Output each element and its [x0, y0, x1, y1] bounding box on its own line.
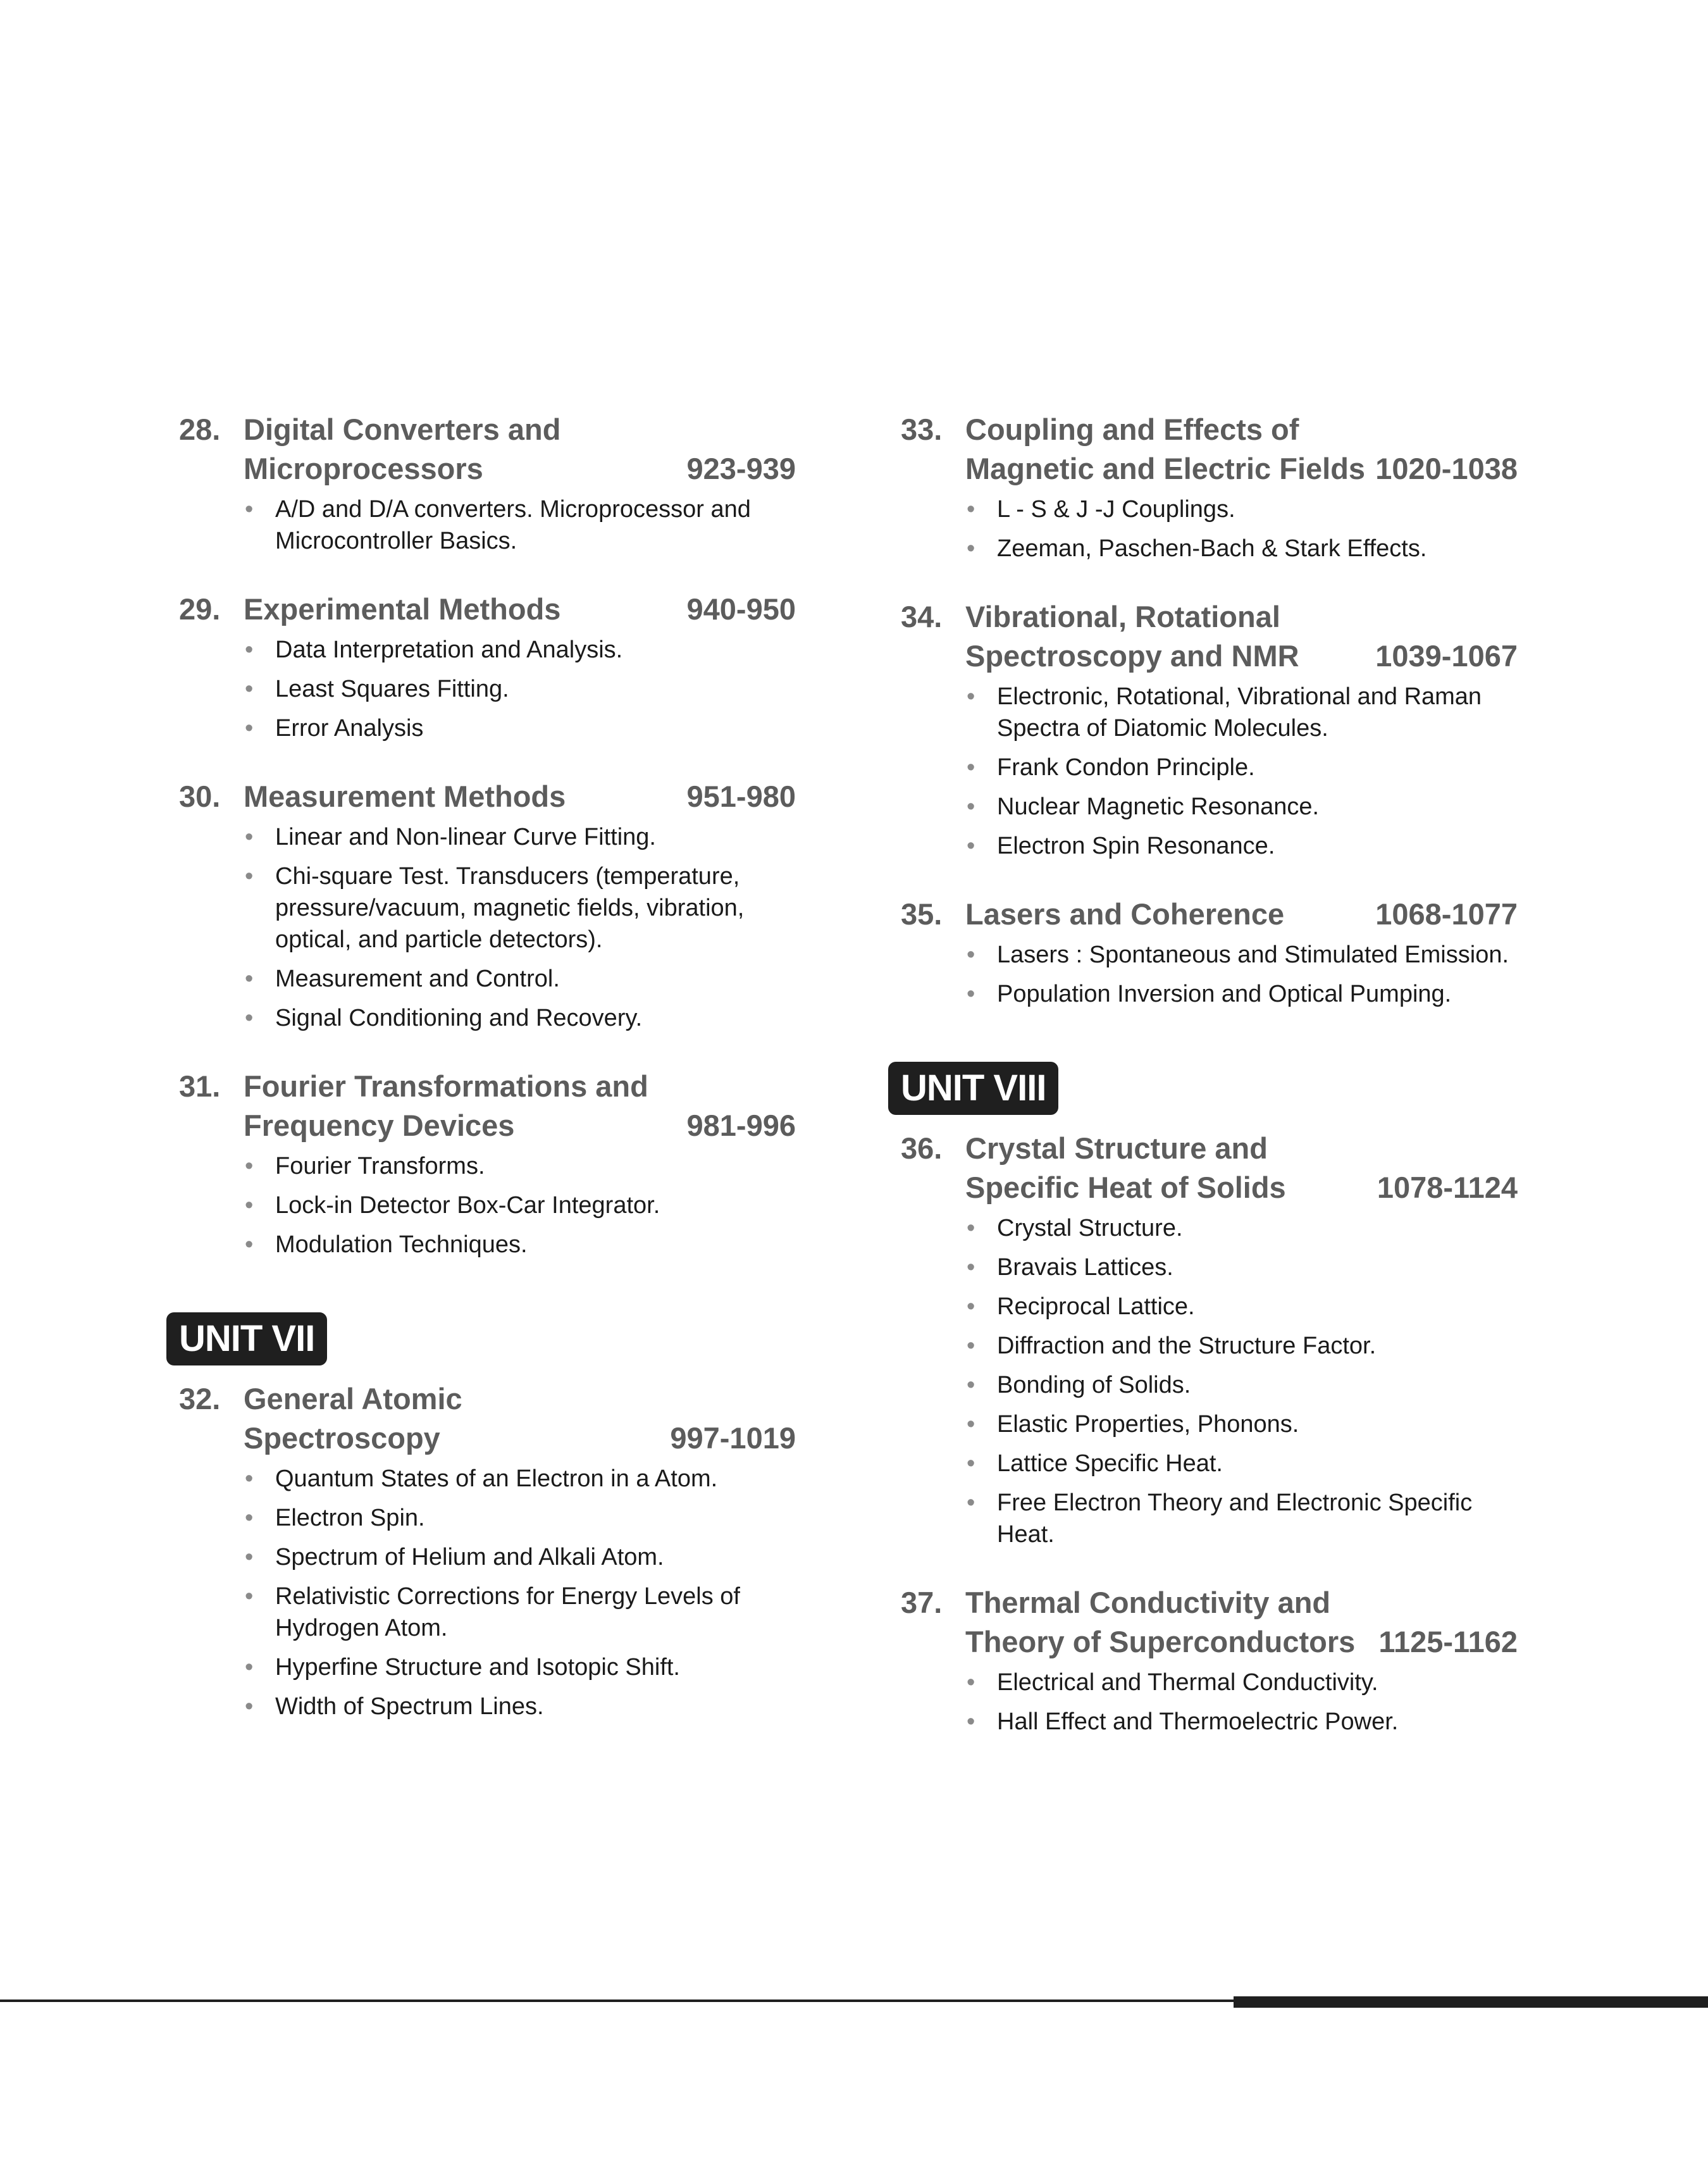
footer-rule	[0, 2000, 1234, 2002]
topic-item	[965, 752, 1518, 783]
chapter-entry	[179, 777, 796, 1034]
chapter-heading	[179, 1067, 796, 1145]
topic-item	[244, 494, 796, 557]
topic-text: Electronic, Rotational, Vibrational and Raman Spectra of Diatomic Molecules.	[997, 683, 1482, 742]
topic-item	[965, 1487, 1518, 1550]
chapter-title: Vibrational, Rotational Spectroscopy and NMR	[965, 600, 1299, 673]
chapter-heading	[179, 410, 796, 488]
topic-item	[244, 1651, 796, 1683]
topic-item	[244, 963, 796, 995]
topic-text: Lock-in Detector Box-Car Integrator.	[275, 1192, 660, 1219]
topic-text: Quantum States of an Electron in a Atom.	[275, 1465, 718, 1492]
chapter-entry	[179, 1379, 796, 1722]
topic-text: Measurement and Control.	[275, 966, 560, 992]
chapter-entry	[179, 590, 796, 744]
chapter-number: 29.	[179, 592, 221, 626]
topic-item	[965, 1409, 1518, 1440]
topic-text: Spectrum of Helium and Alkali Atom.	[275, 1544, 664, 1570]
bullet-icon: •	[967, 1372, 975, 1398]
topic-text: Least Squares Fitting.	[275, 676, 509, 702]
bullet-icon: •	[967, 496, 975, 523]
topic-item	[244, 1229, 796, 1260]
bullet-icon: •	[245, 1153, 254, 1179]
chapter-heading	[901, 1129, 1518, 1207]
bullet-icon: •	[967, 833, 975, 859]
topic-text: Lasers : Spontaneous and Stimulated Emission.	[997, 942, 1509, 968]
chapter-heading	[901, 1583, 1518, 1662]
topic-item	[965, 494, 1518, 525]
left-column	[179, 410, 796, 1755]
bullet-icon: •	[245, 496, 254, 523]
topic-item	[244, 1691, 796, 1722]
chapter-title: Crystal Structure and Specific Heat of Solids	[965, 1131, 1286, 1204]
topic-list	[179, 1150, 796, 1260]
topic-list	[901, 939, 1518, 1010]
chapter-title: Measurement Methods	[244, 780, 566, 813]
chapter-pages: 951-980	[686, 780, 796, 813]
topic-text: Electron Spin Resonance.	[997, 833, 1275, 859]
topic-text: Chi-square Test. Transducers (temperature, pressure/vacuum, magnetic fields, vibration, optical, and particle detectors).	[275, 863, 745, 953]
topic-list	[901, 494, 1518, 564]
topic-list	[179, 494, 796, 557]
bullet-icon: •	[245, 637, 254, 663]
chapter-entry	[901, 895, 1518, 1010]
chapter-title: Thermal Conductivity and Theory of Superconductors	[965, 1586, 1356, 1658]
topic-item	[244, 1463, 796, 1495]
bullet-icon: •	[245, 1544, 254, 1570]
bullet-icon: •	[245, 966, 254, 992]
chapter-heading	[179, 590, 796, 629]
bullet-icon: •	[967, 1215, 975, 1241]
chapter-pages: 940-950	[686, 592, 796, 626]
chapter-number: 28.	[179, 413, 221, 446]
topic-item	[965, 1212, 1518, 1244]
topic-text: Electron Spin.	[275, 1505, 425, 1531]
bullet-icon: •	[967, 981, 975, 1007]
topic-text: Error Analysis	[275, 715, 424, 742]
bullet-icon: •	[245, 676, 254, 702]
topic-item	[244, 712, 796, 744]
unit-badge: UNIT VII	[166, 1312, 327, 1365]
chapter-number: 37.	[901, 1586, 943, 1619]
chapter-heading	[901, 895, 1518, 934]
topic-item	[965, 1667, 1518, 1698]
chapter-entry	[901, 597, 1518, 862]
topic-item	[965, 1252, 1518, 1283]
chapter-number: 31.	[179, 1069, 221, 1103]
bullet-icon: •	[967, 1293, 975, 1320]
chapter-entry	[179, 410, 796, 557]
topic-text: Nuclear Magnetic Resonance.	[997, 793, 1320, 820]
topic-item	[244, 1002, 796, 1034]
chapter-entry	[901, 1129, 1518, 1550]
chapter-pages: 1078-1124	[1377, 1171, 1518, 1204]
bullet-icon: •	[245, 1583, 254, 1610]
topic-text: Reciprocal Lattice.	[997, 1293, 1195, 1320]
chapter-number: 34.	[901, 600, 943, 633]
bullet-icon: •	[245, 1693, 254, 1720]
topic-list	[901, 1667, 1518, 1738]
bullet-icon: •	[245, 1654, 254, 1681]
chapter-number: 36.	[901, 1131, 943, 1165]
chapter-number: 30.	[179, 780, 221, 813]
chapter-title: Digital Converters and Microprocessors	[244, 413, 561, 485]
topic-item	[965, 533, 1518, 564]
bullet-icon: •	[245, 1505, 254, 1531]
chapter-number: 35.	[901, 897, 943, 931]
topic-text: Zeeman, Paschen-Bach & Stark Effects.	[997, 535, 1427, 562]
topic-text: Hall Effect and Thermoelectric Power.	[997, 1708, 1399, 1735]
chapter-pages: 981-996	[686, 1109, 796, 1142]
chapter-heading	[901, 410, 1518, 488]
topic-text: Crystal Structure.	[997, 1215, 1183, 1241]
chapter-entry	[179, 1067, 796, 1260]
topic-list	[179, 634, 796, 744]
topic-item	[244, 634, 796, 666]
bullet-icon: •	[967, 1450, 975, 1477]
topic-item	[244, 861, 796, 955]
topic-item	[965, 1330, 1518, 1362]
chapter-pages: 1068-1077	[1375, 897, 1518, 931]
bullet-icon: •	[245, 1192, 254, 1219]
topic-item	[244, 1581, 796, 1644]
topic-item	[965, 791, 1518, 823]
topic-text: Electrical and Thermal Conductivity.	[997, 1669, 1378, 1696]
topic-text: Hyperfine Structure and Isotopic Shift.	[275, 1654, 680, 1681]
bullet-icon: •	[967, 793, 975, 820]
chapter-pages: 923-939	[686, 452, 796, 485]
footer-bar	[1234, 1996, 1708, 2008]
chapter-pages: 1039-1067	[1375, 639, 1518, 673]
bullet-icon: •	[967, 1708, 975, 1735]
topic-text: A/D and D/A converters. Microprocessor and Microcontroller Basics.	[275, 496, 751, 554]
topic-text: L - S & J -J Couplings.	[997, 496, 1235, 523]
bullet-icon: •	[245, 1465, 254, 1492]
topic-text: Width of Spectrum Lines.	[275, 1693, 544, 1720]
topic-text: Population Inversion and Optical Pumping.	[997, 981, 1452, 1007]
topic-item	[244, 821, 796, 853]
topic-text: Bonding of Solids.	[997, 1372, 1191, 1398]
topic-text: Elastic Properties, Phonons.	[997, 1411, 1299, 1438]
chapter-title: Fourier Transformations and Frequency Devices	[244, 1069, 648, 1142]
topic-item	[965, 939, 1518, 971]
bullet-icon: •	[967, 1411, 975, 1438]
chapter-heading	[179, 1379, 796, 1458]
topic-item	[965, 1369, 1518, 1401]
right-column	[901, 410, 1518, 1770]
bullet-icon: •	[967, 683, 975, 710]
topic-list	[179, 1463, 796, 1722]
bullet-icon: •	[967, 942, 975, 968]
topic-text: Bravais Lattices.	[997, 1254, 1173, 1281]
topic-list	[901, 1212, 1518, 1550]
chapter-title: Experimental Methods	[244, 592, 561, 626]
topic-item	[244, 673, 796, 705]
topic-text: Diffraction and the Structure Factor.	[997, 1333, 1377, 1359]
chapter-pages: 1020-1038	[1375, 452, 1518, 485]
topic-item	[965, 830, 1518, 862]
topic-item	[965, 681, 1518, 744]
topic-text: Fourier Transforms.	[275, 1153, 485, 1179]
chapter-number: 32.	[179, 1382, 221, 1415]
bullet-icon: •	[967, 1669, 975, 1696]
topic-text: Free Electron Theory and Electronic Specific Heat.	[997, 1490, 1473, 1548]
chapter-group	[179, 410, 796, 1260]
topic-text: Data Interpretation and Analysis.	[275, 637, 623, 663]
chapter-pages: 997-1019	[670, 1421, 796, 1455]
unit-badge: UNIT VIII	[888, 1062, 1058, 1115]
chapter-entry	[901, 410, 1518, 564]
chapter-number: 33.	[901, 413, 943, 446]
topic-text: Lattice Specific Heat.	[997, 1450, 1223, 1477]
topic-item	[244, 1150, 796, 1182]
chapter-entry	[901, 1583, 1518, 1738]
topic-list	[901, 681, 1518, 862]
bullet-icon: •	[245, 863, 254, 890]
topic-text: Relativistic Corrections for Energy Levels of Hydrogen Atom.	[275, 1583, 740, 1641]
topic-item	[244, 1541, 796, 1573]
chapter-heading	[179, 777, 796, 816]
topic-item	[965, 1291, 1518, 1322]
chapter-group	[179, 1379, 796, 1722]
bullet-icon: •	[245, 1231, 254, 1258]
topic-list	[179, 821, 796, 1034]
bullet-icon: •	[967, 1490, 975, 1516]
chapter-group	[901, 410, 1518, 1010]
bullet-icon: •	[245, 824, 254, 850]
topic-item	[244, 1190, 796, 1221]
topic-item	[965, 1706, 1518, 1738]
chapter-group	[901, 1129, 1518, 1738]
chapter-title: Coupling and Effects of Magnetic and Electric Fields	[965, 413, 1366, 485]
topic-item	[244, 1502, 796, 1534]
chapter-heading	[901, 597, 1518, 676]
chapter-title: General Atomic Spectroscopy	[244, 1382, 462, 1455]
bullet-icon: •	[245, 715, 254, 742]
topic-text: Frank Condon Principle.	[997, 754, 1255, 781]
bullet-icon: •	[967, 535, 975, 562]
topic-item	[965, 1448, 1518, 1479]
topic-text: Linear and Non-linear Curve Fitting.	[275, 824, 656, 850]
bullet-icon: •	[967, 1333, 975, 1359]
topic-text: Modulation Techniques.	[275, 1231, 528, 1258]
chapter-pages: 1125-1162	[1378, 1625, 1518, 1658]
topic-item	[965, 978, 1518, 1010]
chapter-title: Lasers and Coherence	[965, 897, 1285, 931]
bullet-icon: •	[967, 754, 975, 781]
topic-text: Signal Conditioning and Recovery.	[275, 1005, 643, 1031]
bullet-icon: •	[245, 1005, 254, 1031]
bullet-icon: •	[967, 1254, 975, 1281]
